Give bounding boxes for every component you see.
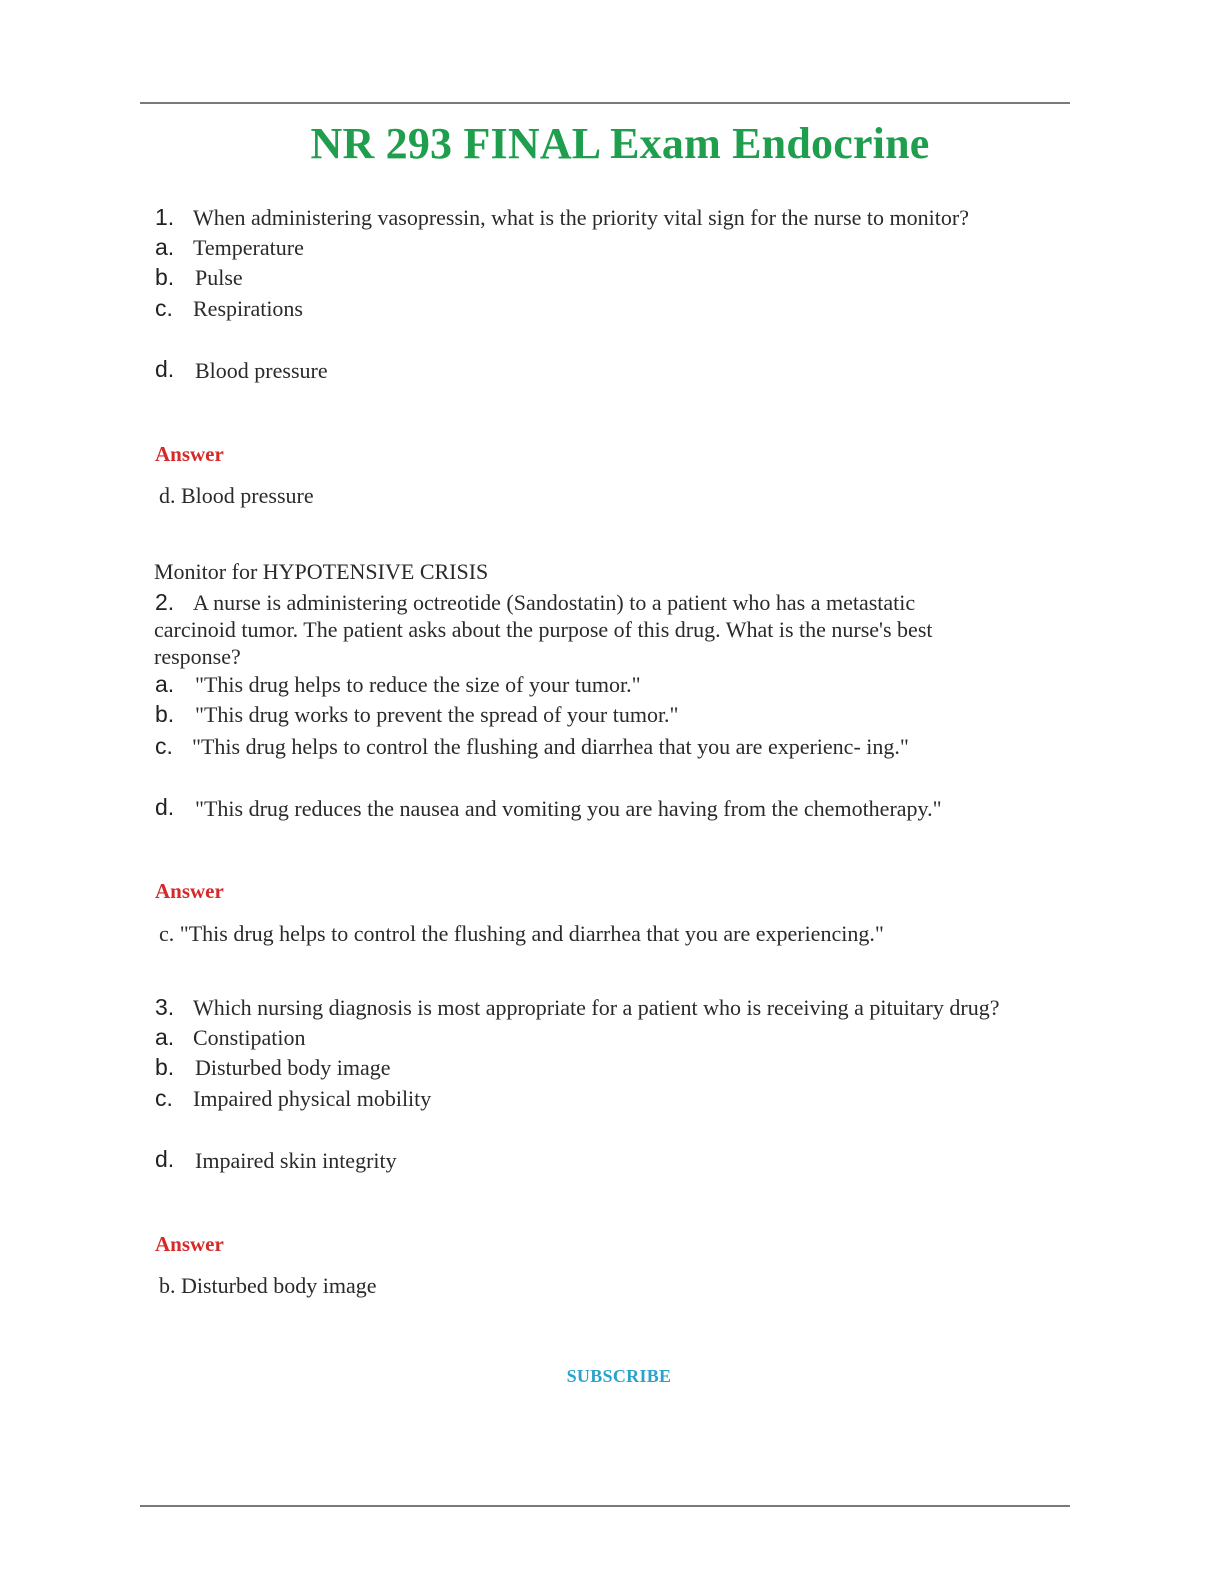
bottom-divider [140,1505,1070,1507]
question-number: 3. [155,994,175,1020]
question-text-line-3: response? [154,644,241,669]
option-text: Temperature [193,235,304,260]
question-number: 2. [155,589,175,615]
option-text: "This drug works to prevent the spread of your tumor." [195,702,679,727]
option-letter: c. [155,1085,173,1111]
option-text: Disturbed body image [195,1055,391,1080]
answer-text: d. Blood pressure [159,483,314,508]
option-text: Impaired physical mobility [193,1086,432,1111]
question-text-line-1: A nurse is administering octreotide (Sandostatin) to a patient who has a metastatic [193,590,916,615]
top-divider [140,102,1070,104]
question-text: When administering vasopressin, what is the priority vital sign for the nurse to monitor? [193,205,969,230]
option-letter: a. [155,234,175,260]
option-letter: c. [155,295,173,321]
option-letter: b. [155,701,175,727]
option-letter: b. [155,264,175,290]
answer-text: c. "This drug helps to control the flushing and diarrhea that you are experiencing." [159,921,884,946]
option-letter: a. [155,1024,175,1050]
answer-label: Answer [155,1232,224,1256]
option-text: "This drug helps to reduce the size of your tumor." [195,672,641,697]
page-title: NR 293 FINAL Exam Endocrine [310,119,930,168]
question-number: 1. [155,204,175,230]
option-text: "This drug reduces the nausea and vomiting you are having from the chemotherapy." [195,796,942,821]
option-letter: d. [155,794,175,820]
question-text: Which nursing diagnosis is most appropriate for a patient who is receiving a pituitary drug? [193,995,1000,1020]
option-text: Respirations [193,296,303,321]
question-text-line-2: carcinoid tumor. The patient asks about the purpose of this drug. What is the nurse's best [154,617,933,642]
option-text: Impaired skin integrity [195,1148,397,1173]
answer-note: Monitor for HYPOTENSIVE CRISIS [154,559,489,584]
answer-text: b. Disturbed body image [159,1273,377,1298]
option-letter: b. [155,1054,175,1080]
option-letter: c. [155,733,173,759]
answer-label: Answer [155,442,224,466]
option-letter: d. [155,356,175,382]
subscribe-link[interactable]: SUBSCRIBE [566,1366,672,1386]
answer-label: Answer [155,879,224,903]
option-text: "This drug helps to control the flushing and diarrhea that you are experienc- ing." [192,734,909,759]
option-letter: d. [155,1146,175,1172]
option-text: Pulse [195,265,243,290]
option-text: Constipation [193,1025,306,1050]
option-text: Blood pressure [195,358,328,383]
option-letter: a. [155,671,175,697]
